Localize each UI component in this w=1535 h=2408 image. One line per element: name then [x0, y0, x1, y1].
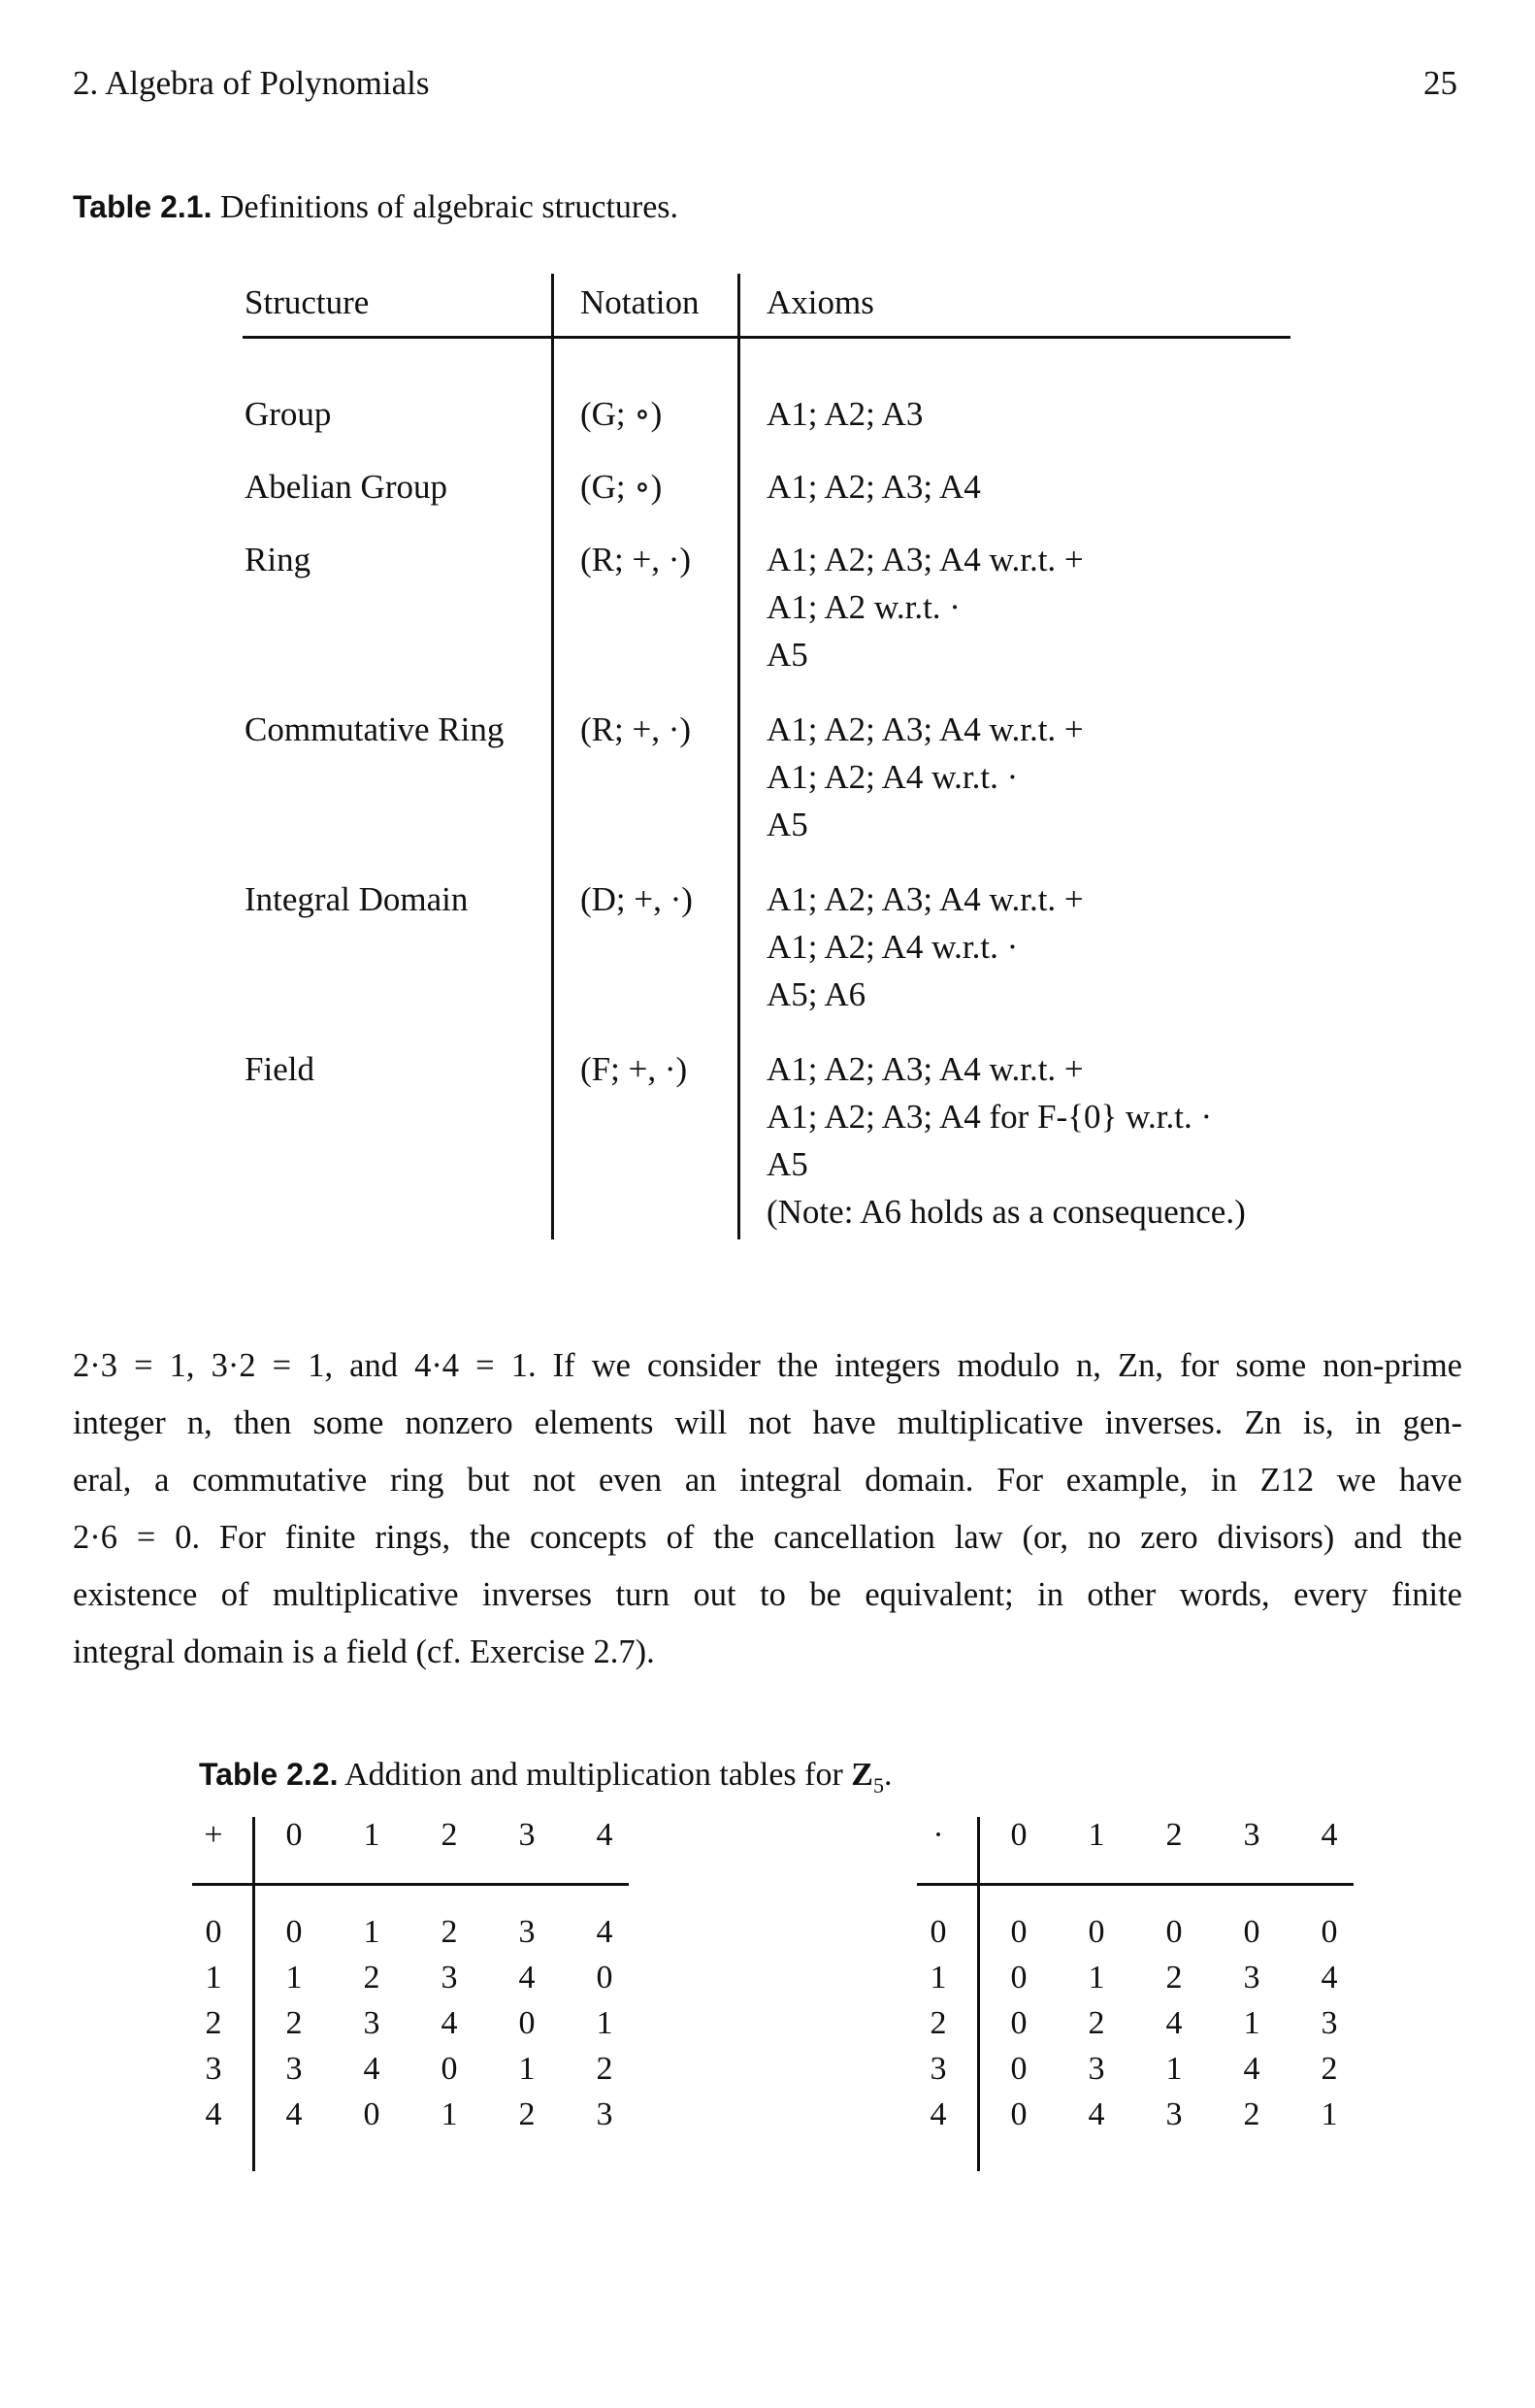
axiom-line: A1; A2; A3; A4 w.r.t. + — [767, 880, 1084, 918]
addition-table — [192, 1817, 629, 2171]
operator-symbol: + — [204, 1817, 223, 1853]
row-header: 1 — [930, 1960, 947, 1996]
table2-caption-text: Addition and multiplication tables for — [344, 1757, 843, 1793]
table-cell: 0 — [1010, 2005, 1028, 2041]
table1-caption — [73, 189, 678, 226]
row-header: 4 — [205, 2096, 222, 2132]
structure-notation: (F; +, ·) — [580, 1050, 688, 1088]
structure-name: Ring — [245, 541, 311, 578]
axiom-line: A5 — [767, 1145, 808, 1183]
axiom-line: A5; A6 — [767, 975, 866, 1013]
column-header: 2 — [1165, 1817, 1183, 1853]
multiplication-table — [917, 1817, 1354, 2171]
column-header: 0 — [285, 1817, 303, 1853]
structure-name: Field — [245, 1050, 314, 1088]
table-cell: 1 — [285, 1960, 303, 1996]
structures-table — [243, 274, 1290, 1239]
column-header: 4 — [596, 1817, 613, 1853]
structure-name: Integral Domain — [245, 880, 469, 918]
table-cell: 1 — [596, 2005, 613, 2041]
operator-symbol: · — [932, 1817, 944, 1853]
row-header: 3 — [205, 2051, 222, 2087]
table-cell: 4 — [1243, 2051, 1260, 2087]
axiom-line: A1; A2; A3; A4 w.r.t. + — [767, 541, 1084, 578]
table-cell: 0 — [1010, 2051, 1028, 2087]
column-header: 2 — [441, 1817, 458, 1853]
row-header: 3 — [930, 2051, 947, 2087]
table-cell: 0 — [1321, 1914, 1338, 1950]
axiom-line: A1; A2 w.r.t. · — [767, 588, 961, 626]
row-header: 1 — [205, 1960, 222, 1996]
table-cell: 2 — [441, 1914, 458, 1950]
paragraph-line: 2·6 = 0. For finite rings, the concepts of the cancellation law (or, no zero divisors) and the — [73, 1519, 1462, 1556]
structure-notation: (G; ∘) — [580, 395, 663, 433]
table1-caption-label: Table 2.1. — [73, 189, 212, 224]
page-number: 25 — [1423, 64, 1457, 102]
table-cell: 0 — [1010, 2096, 1028, 2132]
axiom-line: A1; A2; A3; A4 w.r.t. + — [767, 710, 1084, 748]
row-header: 2 — [205, 2005, 222, 2041]
table-cell: 0 — [441, 2051, 458, 2087]
table-cell: 4 — [285, 2096, 303, 2132]
table-cell: 4 — [1165, 2005, 1183, 2041]
table-divider-vertical — [252, 1817, 255, 2171]
table-cell: 0 — [518, 2005, 536, 2041]
axiom-line: A1; A2; A3; A4 w.r.t. + — [767, 1050, 1084, 1088]
structure-name: Abelian Group — [245, 468, 447, 506]
table-cell: 3 — [596, 2096, 613, 2132]
table-divider-horizontal — [917, 1883, 1354, 1886]
axiom-line: A5 — [767, 806, 808, 843]
structure-name: Group — [245, 395, 332, 433]
column-header: 1 — [363, 1817, 380, 1853]
paragraph-line: eral, a commutative ring but not even an integral domain. For example, in Z12 we have — [73, 1462, 1462, 1499]
column-header: 3 — [518, 1817, 536, 1853]
table-cell: 1 — [1165, 2051, 1183, 2087]
table-cell: 2 — [1243, 2096, 1260, 2132]
table-divider-horizontal — [192, 1883, 629, 1886]
axiom-line: A1; A2; A4 w.r.t. · — [767, 758, 1019, 796]
axiom-line: A1; A2; A3 — [767, 395, 924, 433]
table-cell: 1 — [363, 1914, 380, 1950]
table1-header-notation: Notation — [580, 283, 700, 321]
table-cell: 0 — [1243, 1914, 1260, 1950]
column-header: 0 — [1010, 1817, 1028, 1853]
structure-axioms — [767, 536, 1084, 678]
structure-name: Commutative Ring — [245, 710, 505, 748]
table-cell: 2 — [1088, 2005, 1105, 2041]
table-cell: 3 — [441, 1960, 458, 1996]
table-cell: 2 — [1165, 1960, 1183, 1996]
table-cell: 2 — [363, 1960, 380, 1996]
table-divider-vertical — [977, 1817, 980, 2171]
table-cell: 1 — [1243, 2005, 1260, 2041]
table-cell: 4 — [596, 1914, 613, 1950]
table1-header-axioms: Axioms — [767, 283, 874, 321]
row-header: 2 — [930, 2005, 947, 2041]
axiom-line: A1; A2; A3; A4 — [767, 468, 981, 506]
table-cell: 4 — [518, 1960, 536, 1996]
structure-notation: (R; +, ·) — [580, 710, 692, 748]
table2-caption — [199, 1757, 892, 1798]
table-cell: 0 — [363, 2096, 380, 2132]
caption-symbol-subscript: 5 — [872, 1772, 884, 1798]
table-cell: 4 — [1088, 2096, 1105, 2132]
table-cell: 1 — [1321, 2096, 1338, 2132]
table-cell: 0 — [596, 1960, 613, 1996]
structure-notation: (G; ∘) — [580, 468, 663, 506]
column-header: 1 — [1088, 1817, 1105, 1853]
structure-axioms — [767, 875, 1084, 1018]
table1-divider-1 — [551, 274, 554, 1239]
row-header: 4 — [930, 2096, 947, 2132]
table1-header-rule — [243, 336, 1290, 339]
structure-axioms — [767, 706, 1084, 848]
paragraph-line: integral domain is a field (cf. Exercise 2.7). — [73, 1633, 655, 1670]
table2-caption-label: Table 2.2. — [199, 1757, 339, 1792]
table-cell: 2 — [285, 2005, 303, 2041]
table-cell: 3 — [1321, 2005, 1338, 2041]
structure-axioms — [767, 390, 923, 438]
table-cell: 2 — [518, 2096, 536, 2132]
table2-caption-end: . — [883, 1757, 893, 1793]
axiom-line: (Note: A6 holds as a consequence.) — [767, 1193, 1246, 1231]
caption-symbol-letter: Z — [851, 1757, 873, 1793]
table-cell: 4 — [363, 2051, 380, 2087]
table1-caption-text: Definitions of algebraic structures. — [219, 189, 679, 225]
axiom-line: A5 — [767, 636, 808, 674]
structure-axioms — [767, 463, 981, 511]
table-cell: 4 — [441, 2005, 458, 2041]
table-cell: 3 — [363, 2005, 380, 2041]
table-cell: 1 — [441, 2096, 458, 2132]
column-header: 3 — [1243, 1817, 1260, 1853]
table-cell: 1 — [518, 2051, 536, 2087]
table-cell: 0 — [1165, 1914, 1183, 1950]
column-header: 4 — [1321, 1817, 1338, 1853]
table-cell: 0 — [1010, 1960, 1028, 1996]
table-cell: 0 — [1010, 1914, 1028, 1950]
structure-notation: (R; +, ·) — [580, 541, 692, 578]
row-header: 0 — [930, 1914, 947, 1950]
table2-caption-symbol — [851, 1757, 884, 1798]
axiom-line: A1; A2; A3; A4 for F-{0} w.r.t. · — [767, 1098, 1213, 1136]
table-cell: 3 — [1165, 2096, 1183, 2132]
paragraph-line: integer n, then some nonzero elements will not have multiplicative inverses. Zn is, in gen- — [73, 1404, 1462, 1441]
table-cell: 2 — [596, 2051, 613, 2087]
body-paragraph — [73, 1337, 1462, 1681]
table-cell: 3 — [285, 2051, 303, 2087]
axiom-line: A1; A2; A4 w.r.t. · — [767, 928, 1019, 966]
paragraph-line: existence of multiplicative inverses turn out to be equivalent; in other words, every finite — [73, 1576, 1462, 1613]
running-head: 2. Algebra of Polynomials — [73, 64, 430, 102]
table1-header-structure: Structure — [245, 283, 370, 321]
table1-divider-2 — [737, 274, 740, 1239]
table-cell: 0 — [285, 1914, 303, 1950]
table-cell: 3 — [1088, 2051, 1105, 2087]
structure-notation: (D; +, ·) — [580, 880, 693, 918]
paragraph-line: 2·3 = 1, 3·2 = 1, and 4·4 = 1. If we consider the integers modulo n, Zn, for some non-prime — [73, 1347, 1462, 1384]
table-cell: 3 — [518, 1914, 536, 1950]
table-cell: 1 — [1088, 1960, 1105, 1996]
table-cell: 3 — [1243, 1960, 1260, 1996]
table-cell: 0 — [1088, 1914, 1105, 1950]
table-cell: 2 — [1321, 2051, 1338, 2087]
table-cell: 4 — [1321, 1960, 1338, 1996]
structure-axioms — [767, 1045, 1246, 1236]
row-header: 0 — [205, 1914, 222, 1950]
